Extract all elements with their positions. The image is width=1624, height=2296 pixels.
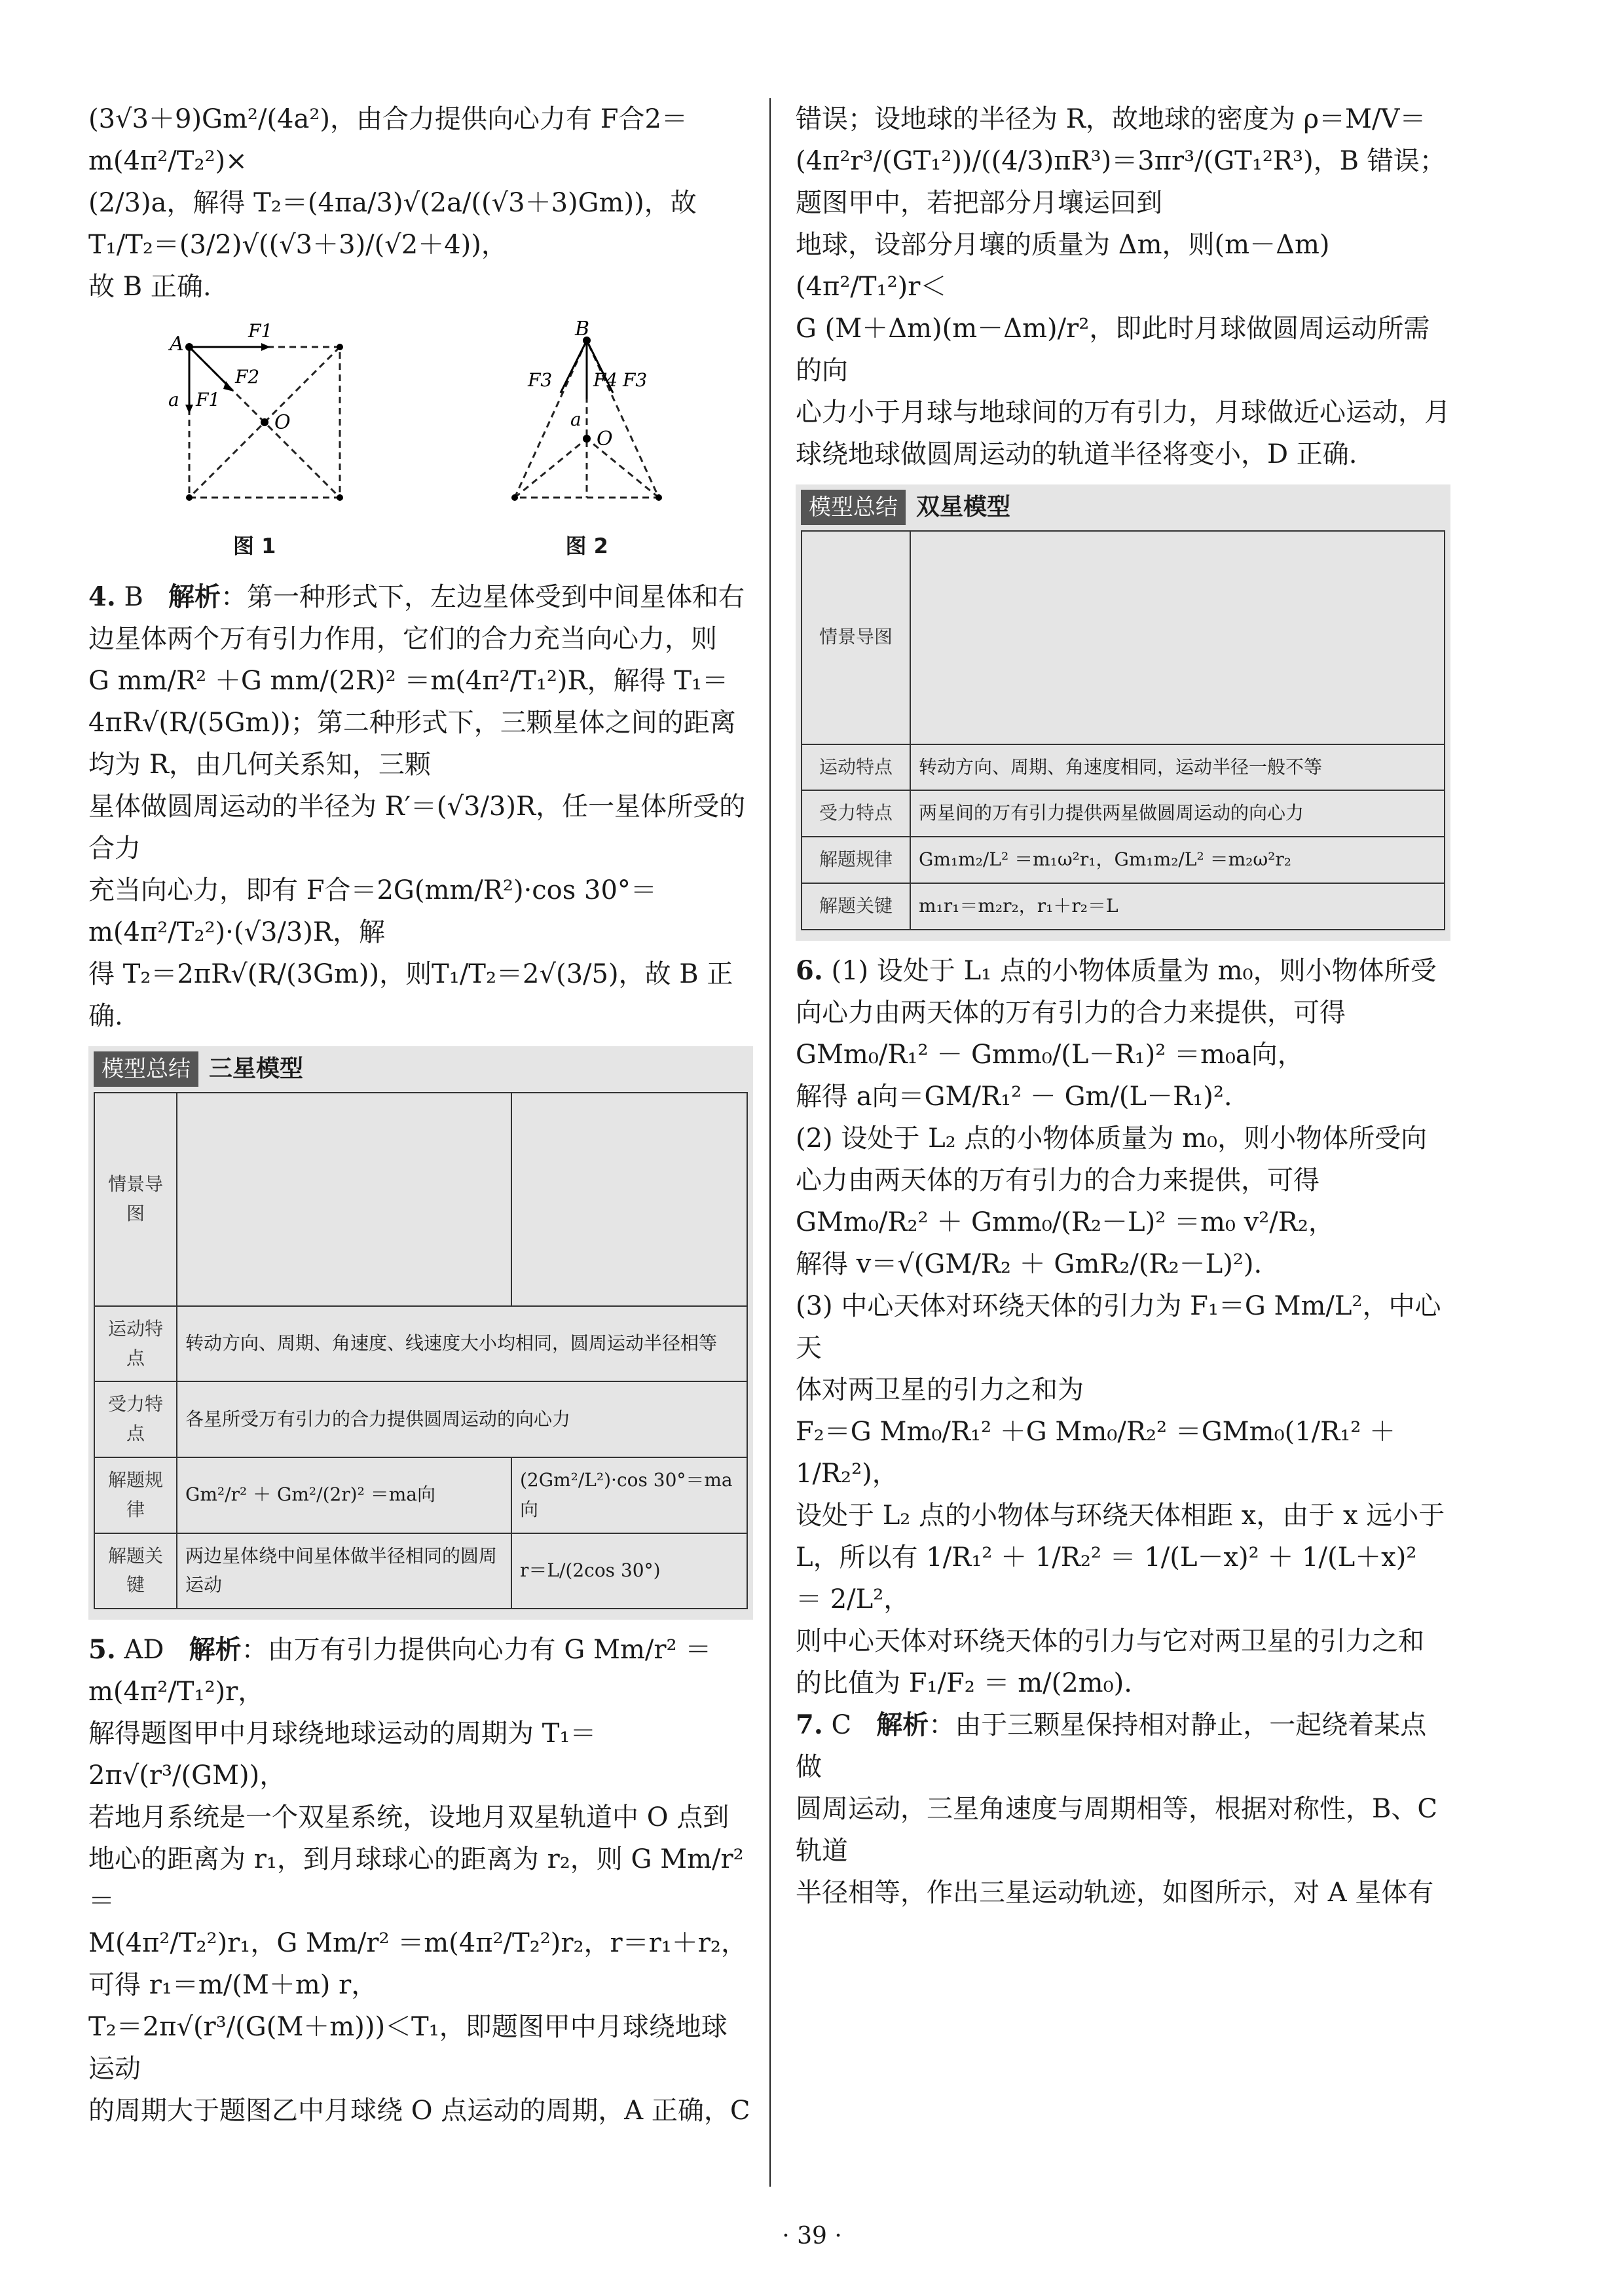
figure-2-caption: 图 2	[565, 534, 608, 558]
q7-line-3: 半径相等，作出三星运动轨迹，如图所示，对 A 星体有	[796, 1877, 1434, 1908]
summary2-row-scene	[802, 531, 1445, 744]
question-6	[796, 950, 1450, 1704]
fig1-label-o: O	[274, 411, 291, 434]
q4-line-5: 得 T₂＝2πR√(R/(3Gm))，则T₁/T₂＝2√(3/5)，故 B 正确.	[88, 959, 733, 1032]
q6-line-1: (1) 设处于 L₁ 点的小物体质量为 m₀，则小物体所受	[831, 955, 1437, 986]
summary2-tag: 模型总结	[801, 490, 906, 525]
question-5	[88, 1629, 753, 2132]
summary1-motion-cell: 转动方向、周期、角速度、线速度大小均相同，圆周运动半径相等	[177, 1306, 747, 1382]
figures	[88, 321, 753, 563]
q6-line-15: 的比值为 F₁/F₂ ＝ m/(2m₀).	[796, 1667, 1132, 1698]
q4-line-2: G mm/R² ＋G mm/(2R)² ＝m(4π²/T₁²)R，解得 T₁＝4πR√(R/(5Gm))；第二种形式下，三颗星体之间的距离均为 R，由几何关系知，三颗	[88, 666, 736, 780]
summary1-title: 三星模型	[209, 1055, 304, 1083]
fig1-label-a-side: a	[168, 389, 179, 410]
fig2-label-f3-left: F3	[528, 369, 553, 391]
q4-line-4: 充当向心力，即有 F合＝2G(mm/R²)·cos 30°＝m(4π²/T₂²)·(√3/3)R，解	[88, 875, 657, 948]
summary1-scene-cell-2	[511, 1093, 747, 1306]
prev-line-2: (2/3)a，解得 T₂＝(4πa/3)√(2a/((√3＋3)Gm))，故 T₁/T₂＝(3/2)√((√3＋3)/(√2＋4))，	[88, 188, 697, 260]
cont-line-5: 心力小于月球与地球间的万有引力，月球做近心运动，月	[796, 397, 1450, 428]
summary2-title: 双星模型	[916, 494, 1011, 520]
summary2-row-motion-head: 运动特点	[802, 744, 910, 791]
q6-line-12: 设处于 L₂ 点的小物体与环绕天体相距 x，由于 x 远小于	[796, 1500, 1445, 1531]
q7-line-1: ：由于三颗星保持相对静止，一起绕着某点做	[796, 1709, 1427, 1782]
fig1-label-f1-top: F1	[248, 321, 272, 342]
q5-continued	[796, 98, 1450, 475]
q6-line-11: F₂＝G Mm₀/R₁² ＋G Mm₀/R₂² ＝GMm₀(1/R₁² ＋ 1/R₂²)，	[796, 1416, 1396, 1489]
summary1-table	[94, 1092, 748, 1609]
cont-line-6: 球绕地球做圆周运动的轨道半径将变小，D 正确.	[796, 439, 1357, 469]
q6-line-13: L，所以有 1/R₁² ＋ 1/R₂² ＝ 1/(L－x)² ＋ 1/(L＋x)² ＝ 2/L²，	[796, 1542, 1417, 1614]
q6-line-4: 解得 a向＝GM/R₁² － Gm/(L－R₁)².	[796, 1081, 1232, 1112]
q5-number: 5.	[88, 1634, 116, 1666]
summary2-key-cell: m₁r₁＝m₂r₂，r₁＋r₂＝L	[910, 883, 1445, 930]
summary2-force-cell: 两星间的万有引力提供两星做圆周运动的向心力	[910, 790, 1445, 837]
summary1-force-cell: 各星所受万有引力的合力提供圆周运动的向心力	[177, 1381, 747, 1457]
q7-number: 7.	[796, 1709, 823, 1740]
summary1-row-motion	[94, 1306, 747, 1382]
column-divider	[769, 98, 771, 2187]
q6-line-7: GMm₀/R₂² ＋ Gmm₀/(R₂－L)² ＝m₀ v²/R₂，	[796, 1207, 1335, 1237]
q4-number: 4.	[88, 581, 116, 613]
summary1-row-rule	[94, 1457, 747, 1533]
q6-line-5: (2) 设处于 L₂ 点的小物体质量为 m₀，则小物体所受向	[796, 1123, 1428, 1154]
summary1-rule-cell-1: Gm²/r² ＋ Gm²/(2r)² ＝ma向	[177, 1457, 511, 1533]
q6-line-2: 向心力由两天体的万有引力的合力来提供，可得	[796, 997, 1346, 1028]
left-column	[88, 98, 753, 2132]
q4-line-1: ：第一种形式下，左边星体受到中间星体和右边星体两个万有引力作用，它们的合力充当向心力，则	[88, 582, 745, 655]
summary2-motion-cell: 转动方向、周期、角速度相同，运动半径一般不等	[910, 744, 1445, 791]
page-number: · 39 ·	[782, 2223, 842, 2250]
summary1-rule-cell-2: (2Gm²/L²)·cos 30°＝ma向	[511, 1457, 747, 1533]
prev-line-1: (3√3＋9)Gm²/(4a²)，由合力提供向心力有 F合2＝m(4π²/T₂²)×	[88, 104, 688, 176]
summary1-row-force-head: 受力特点	[94, 1381, 177, 1457]
summary-three-star	[88, 1046, 753, 1620]
q7-label: 解析	[876, 1709, 929, 1740]
q5-label: 解析	[189, 1635, 242, 1666]
q5-line-6: T₂＝2π√(r³/(G(M＋m)))＜T₁，即题图甲中月球绕地球运动	[88, 2012, 728, 2085]
q6-number: 6.	[796, 955, 823, 986]
q6-line-10: 体对两卫星的引力之和为	[796, 1374, 1084, 1405]
right-column	[796, 98, 1450, 1914]
question-7	[796, 1704, 1450, 1914]
summary1-key-cell-2: r＝L/(2cos 30°)	[511, 1533, 747, 1609]
cont-line-4: G (M＋Δm)(m－Δm)/r²，即此时月球做圆周运动所需的向	[796, 314, 1430, 386]
q6-line-3: GMm₀/R₁² － Gmm₀/(L－R₁)² ＝m₀a向，	[796, 1039, 1304, 1070]
cont-line-3: 地球，设部分月壤的质量为 Δm，则(m－Δm)(4π²/T₁²)r＜	[796, 230, 1330, 302]
summary1-row-scene	[94, 1093, 747, 1306]
fig1-label-f1-left: F1	[195, 389, 220, 410]
summary2-row-motion	[802, 744, 1445, 791]
q6-line-14: 则中心天体对环绕天体的引力与它对两卫星的引力之和	[796, 1626, 1424, 1656]
summary2-rule-cell: Gm₁m₂/L² ＝m₁ω²r₁，Gm₁m₂/L² ＝m₂ω²r₂	[910, 837, 1445, 883]
figure-1-diagram	[157, 321, 353, 517]
fig1-label-a-point: A	[169, 333, 184, 355]
summary1-row-motion-head: 运动特点	[94, 1306, 177, 1382]
fig2-label-b: B	[575, 321, 590, 340]
q5-line-3: 若地月系统是一个双星系统，设地月双星轨道中 O 点到	[88, 1802, 729, 1833]
summary2-table	[801, 530, 1445, 930]
q6-line-6: 心力由两天体的万有引力的合力来提供，可得	[796, 1165, 1320, 1195]
q5-line-7: 的周期大于题图乙中月球绕 O 点运动的周期，A 正确，C	[88, 2096, 750, 2126]
question-4	[88, 576, 753, 1037]
q5-line-1: ：由万有引力提供向心力有 G Mm/r² ＝m(4π²/T₁²)r，	[88, 1635, 712, 1707]
fig1-label-f2: F2	[234, 366, 259, 388]
q4-label: 解析	[168, 582, 221, 613]
q5-line-2: 解得题图甲中月球绕地球运动的周期为 T₁＝2π√(r³/(GM))，	[88, 1719, 597, 1791]
fig2-label-a: a	[570, 409, 581, 430]
summary2-row-key	[802, 883, 1445, 930]
summary1-scene-cell-1	[177, 1093, 511, 1306]
fig2-label-f4: F4	[593, 369, 618, 391]
fig2-label-f3-right: F3	[623, 369, 648, 391]
figure-2-diagram	[489, 321, 685, 517]
figure-1	[157, 321, 353, 563]
q4-line-3: 星体做圆周运动的半径为 R′＝(√3/3)R，任一星体所受的合力	[88, 792, 746, 864]
summary1-row-key-head: 解题关键	[94, 1533, 177, 1609]
q5-line-5: M(4π²/T₂²)r₁，G Mm/r² ＝m(4π²/T₂²)r₂，r＝r₁＋r₂，可得 r₁＝m/(M＋m) r，	[88, 1928, 747, 2001]
q7-answer: C	[831, 1709, 852, 1740]
figure-1-caption: 图 1	[233, 534, 276, 558]
summary1-tag: 模型总结	[94, 1051, 198, 1087]
summary2-scene-cell	[910, 531, 1445, 744]
q5-line-4: 地心的距离为 r₁，到月球球心的距离为 r₂，则 G Mm/r² ＝	[88, 1844, 744, 1917]
figure-2	[489, 321, 685, 563]
summary2-row-rule	[802, 837, 1445, 883]
cont-line-1: 错误；设地球的半径为 R，故地球的密度为 ρ＝M/V＝	[796, 104, 1426, 134]
summary2-row-scene-head: 情景导图	[802, 531, 910, 744]
summary2-row-force	[802, 790, 1445, 837]
fig2-label-o: O	[597, 428, 613, 450]
q7-line-2: 圆周运动，三星角速度与周期相等，根据对称性，B、C 轨道	[796, 1793, 1437, 1866]
summary2-row-rule-head: 解题规律	[802, 837, 910, 883]
prev-line-3: 故 B 正确.	[88, 272, 212, 302]
q4-answer: B	[124, 582, 143, 613]
summary2-row-key-head: 解题关键	[802, 883, 910, 930]
cont-line-2: (4π²r³/(GT₁²))/((4/3)πR³)＝3πr³/(GT₁²R³)，B 错误；题图甲中，若把部分月壤运回到	[796, 146, 1446, 218]
q5-answer: AD	[124, 1635, 164, 1666]
summary2-row-force-head: 受力特点	[802, 790, 910, 837]
q6-line-9: (3) 中心天体对环绕天体的引力为 F₁＝G Mm/L²，中心天	[796, 1290, 1441, 1363]
summary1-row-key	[94, 1533, 747, 1609]
summary-binary-star	[796, 484, 1450, 941]
summary1-row-rule-head: 解题规律	[94, 1457, 177, 1533]
summary1-row-scene-head: 情景导图	[94, 1093, 177, 1306]
q6-line-8: 解得 v＝√(GM/R₂ ＋ GmR₂/(R₂－L)²).	[796, 1248, 1263, 1279]
summary1-row-force	[94, 1381, 747, 1457]
summary1-key-cell-1: 两边星体绕中间星体做半径相同的圆周运动	[177, 1533, 511, 1609]
